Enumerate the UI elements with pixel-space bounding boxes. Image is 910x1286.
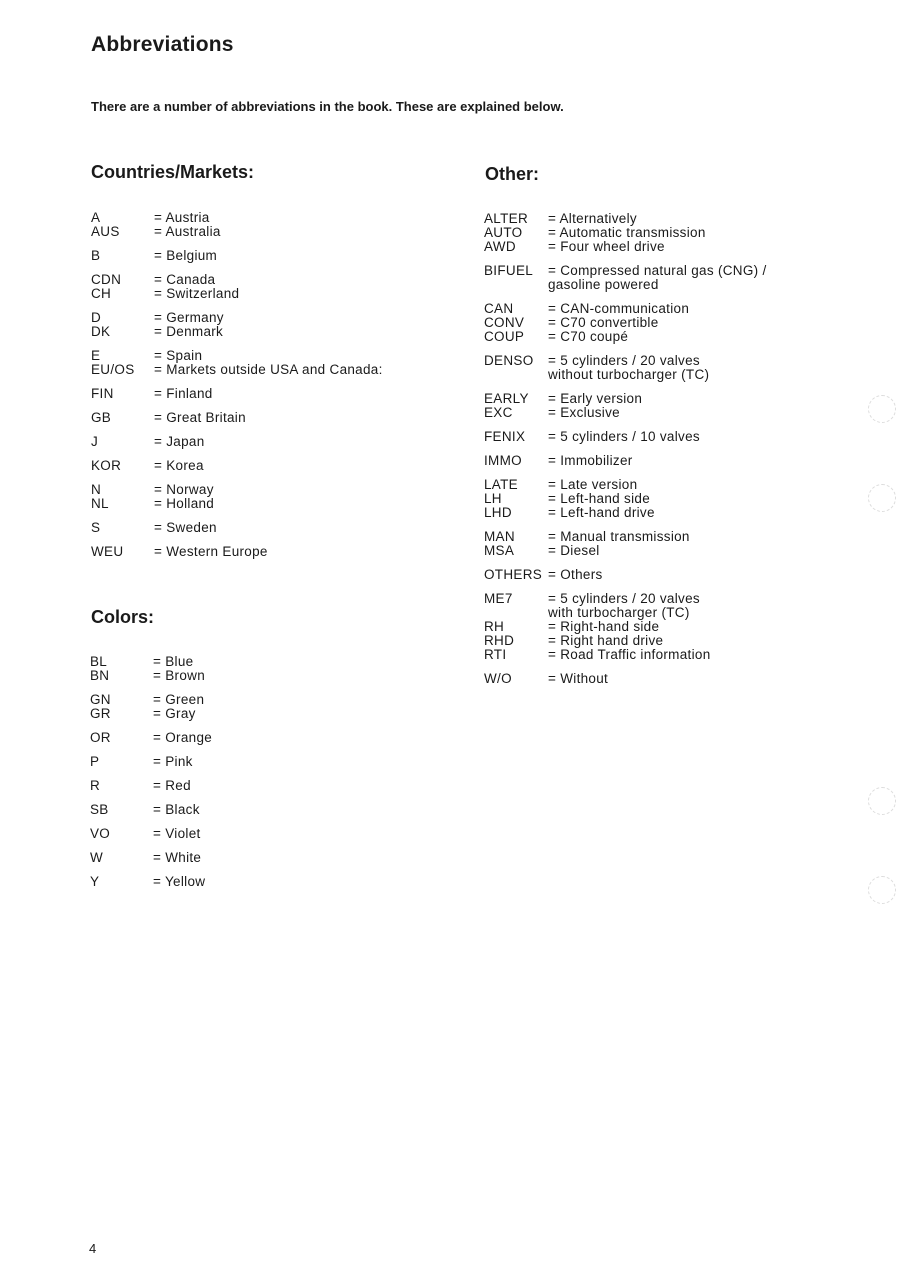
abbreviation-definition: = 5 cylinders / 10 valves [548, 429, 700, 444]
abbreviation-definition: = Violet [153, 826, 201, 841]
abbreviation-code: J [91, 434, 99, 449]
abbreviation-code: NL [91, 496, 109, 511]
abbreviation-definition: = 5 cylinders / 20 valves [548, 353, 700, 368]
country-group [91, 249, 383, 263]
colors-list [90, 655, 212, 899]
other-entry [484, 430, 767, 444]
abbreviation-code: DK [91, 324, 111, 339]
abbreviation-code: AUTO [484, 225, 523, 240]
abbreviation-code: ALTER [484, 211, 529, 226]
abbreviation-definition: = Blue [153, 654, 194, 669]
countries-list [91, 211, 383, 569]
other-group [484, 302, 767, 344]
other-entry [484, 406, 767, 420]
country-entry [91, 483, 383, 497]
abbreviation-code: N [91, 482, 102, 497]
abbreviation-definition: = Brown [153, 668, 205, 683]
other-entry [484, 392, 767, 406]
other-entry [484, 278, 767, 292]
abbreviation-definition: = Norway [154, 482, 214, 497]
abbreviation-definition: = 5 cylinders / 20 valves [548, 591, 700, 606]
abbreviation-code: E [91, 348, 101, 363]
abbreviation-definition: gasoline powered [548, 277, 659, 292]
abbreviation-code: LH [484, 491, 502, 506]
other-entry [484, 634, 767, 648]
other-group [484, 672, 767, 686]
abbreviation-definition: = Left-hand side [548, 491, 650, 506]
abbreviation-definition: = C70 coupé [548, 329, 629, 344]
other-entry [484, 302, 767, 316]
country-group [91, 411, 383, 425]
abbreviation-definition: = White [153, 850, 202, 865]
other-group [484, 430, 767, 444]
abbreviation-definition: = Immobilizer [548, 453, 633, 468]
abbreviation-code: OTHERS [484, 567, 543, 582]
abbreviation-definition: = Black [153, 802, 200, 817]
abbreviation-code: BN [90, 668, 110, 683]
country-entry [91, 435, 383, 449]
colors-heading: Colors: [91, 607, 154, 627]
abbreviation-code: DENSO [484, 353, 534, 368]
abbreviation-definition: = Four wheel drive [548, 239, 665, 254]
other-entry [484, 354, 767, 368]
other-group [484, 264, 767, 292]
abbreviation-code: BIFUEL [484, 263, 534, 278]
abbreviation-definition: = Yellow [153, 874, 206, 889]
color-entry [90, 693, 212, 707]
color-group [90, 827, 212, 841]
abbreviation-definition: = Denmark [154, 324, 224, 339]
other-entry [484, 606, 767, 620]
country-group [91, 349, 383, 377]
abbreviation-definition: = Australia [154, 224, 221, 239]
abbreviation-definition: = Manual transmission [548, 529, 690, 544]
abbreviation-definition: = Great Britain [154, 410, 246, 425]
abbreviation-definition: = Austria [154, 210, 210, 225]
intro-text: There are a number of abbreviations in the book. These are explained below. [91, 99, 564, 114]
abbreviation-definition: = Finland [154, 386, 213, 401]
color-entry [90, 669, 212, 683]
abbreviation-definition: = Spain [154, 348, 203, 363]
abbreviation-code: MSA [484, 543, 515, 558]
abbreviation-code: CONV [484, 315, 525, 330]
other-group [484, 530, 767, 558]
country-group [91, 273, 383, 301]
country-entry [91, 249, 383, 263]
page-number: 4 [89, 1241, 97, 1256]
other-entry [484, 620, 767, 634]
abbreviation-code: MAN [484, 529, 515, 544]
abbreviation-code [484, 606, 548, 620]
country-group [91, 483, 383, 511]
country-group [91, 545, 383, 559]
abbreviation-code: AWD [484, 239, 516, 254]
other-entry [484, 530, 767, 544]
abbreviation-code: CH [91, 286, 112, 301]
abbreviation-definition: = Exclusive [548, 405, 620, 420]
abbreviation-code: P [90, 754, 100, 769]
abbreviation-code: FENIX [484, 429, 526, 444]
country-group [91, 435, 383, 449]
binder-hole [868, 484, 896, 512]
countries-heading: Countries/Markets: [91, 162, 255, 182]
country-entry [91, 363, 383, 377]
color-entry [90, 851, 212, 865]
abbreviation-definition: = Right hand drive [548, 633, 664, 648]
abbreviation-definition: = Left-hand drive [548, 505, 655, 520]
abbreviation-definition: = Others [548, 567, 603, 582]
abbreviation-code: WEU [91, 544, 124, 559]
abbreviation-code: VO [90, 826, 111, 841]
color-group [90, 851, 212, 865]
abbreviation-code [484, 368, 548, 382]
abbreviation-code: KOR [91, 458, 122, 473]
other-group [484, 454, 767, 468]
country-entry [91, 521, 383, 535]
other-entry [484, 492, 767, 506]
abbreviation-definition: = Alternatively [548, 211, 637, 226]
other-entry [484, 568, 767, 582]
abbreviation-code: IMMO [484, 453, 522, 468]
color-entry [90, 827, 212, 841]
other-group [484, 478, 767, 520]
color-group [90, 693, 212, 721]
abbreviation-code: ME7 [484, 591, 513, 606]
other-entry [484, 592, 767, 606]
color-entry [90, 707, 212, 721]
abbreviation-code: LATE [484, 477, 518, 492]
binder-hole [868, 787, 896, 815]
other-group [484, 392, 767, 420]
abbreviation-code: W/O [484, 671, 512, 686]
country-group [91, 459, 383, 473]
abbreviation-definition: = Markets outside USA and Canada: [154, 362, 383, 377]
country-entry [91, 225, 383, 239]
country-entry [91, 211, 383, 225]
other-entry [484, 454, 767, 468]
abbreviation-code: EXC [484, 405, 513, 420]
other-entry [484, 330, 767, 344]
abbreviation-code: SB [90, 802, 109, 817]
color-group [90, 803, 212, 817]
other-entry [484, 316, 767, 330]
abbreviation-definition: = Korea [154, 458, 204, 473]
abbreviation-definition: = Sweden [154, 520, 217, 535]
abbreviation-code: S [91, 520, 101, 535]
color-entry [90, 803, 212, 817]
other-entry [484, 240, 767, 254]
abbreviation-code: BL [90, 654, 108, 669]
abbreviation-definition: = Diesel [548, 543, 600, 558]
other-entry [484, 212, 767, 226]
abbreviation-code: B [91, 248, 101, 263]
abbreviation-definition: without turbocharger (TC) [548, 367, 710, 382]
abbreviation-definition: = Without [548, 671, 609, 686]
other-entry [484, 544, 767, 558]
abbreviation-definition: = Switzerland [154, 286, 240, 301]
abbreviation-definition: = Japan [154, 434, 205, 449]
abbreviation-definition: = Orange [153, 730, 213, 745]
abbreviation-code: CAN [484, 301, 514, 316]
other-entry [484, 226, 767, 240]
color-group [90, 755, 212, 769]
abbreviation-definition: = Automatic transmission [548, 225, 706, 240]
abbreviation-definition: with turbocharger (TC) [548, 605, 690, 620]
country-entry [91, 311, 383, 325]
abbreviation-definition: = Green [153, 692, 205, 707]
abbreviation-definition: = Gray [153, 706, 196, 721]
abbreviation-code [484, 278, 548, 292]
binder-hole [868, 395, 896, 423]
abbreviation-code: CDN [91, 272, 122, 287]
other-entry [484, 648, 767, 662]
abbreviation-definition: = Road Traffic information [548, 647, 711, 662]
page-title: Abbreviations [91, 33, 234, 56]
other-group [484, 212, 767, 254]
color-entry [90, 655, 212, 669]
other-entry [484, 506, 767, 520]
abbreviation-definition: = Pink [153, 754, 193, 769]
country-group [91, 211, 383, 239]
country-entry [91, 459, 383, 473]
color-group [90, 655, 212, 683]
abbreviation-definition: = C70 convertible [548, 315, 659, 330]
abbreviation-definition: = Holland [154, 496, 215, 511]
other-group [484, 592, 767, 662]
abbreviation-definition: = Canada [154, 272, 216, 287]
abbreviation-code: A [91, 210, 101, 225]
other-entry [484, 368, 767, 382]
abbreviation-code: W [90, 850, 104, 865]
other-entry [484, 672, 767, 686]
color-group [90, 875, 212, 889]
abbreviation-code: EU/OS [91, 362, 135, 377]
abbreviation-code: COUP [484, 329, 525, 344]
other-group [484, 568, 767, 582]
abbreviation-code: GB [91, 410, 112, 425]
color-group [90, 779, 212, 793]
country-entry [91, 497, 383, 511]
color-entry [90, 731, 212, 745]
abbreviation-definition: = Western Europe [154, 544, 268, 559]
country-entry [91, 349, 383, 363]
country-group [91, 311, 383, 339]
other-entry [484, 264, 767, 278]
color-entry [90, 875, 212, 889]
abbreviation-code: GN [90, 692, 111, 707]
color-entry [90, 755, 212, 769]
abbreviation-definition: = CAN-communication [548, 301, 690, 316]
abbreviation-code: RH [484, 619, 505, 634]
country-entry [91, 325, 383, 339]
country-group [91, 387, 383, 401]
abbreviation-code: D [91, 310, 102, 325]
abbreviation-code: LHD [484, 505, 512, 520]
country-entry [91, 545, 383, 559]
abbreviation-code: FIN [91, 386, 114, 401]
abbreviation-code: EARLY [484, 391, 529, 406]
country-entry [91, 387, 383, 401]
country-group [91, 521, 383, 535]
abbreviation-definition: = Belgium [154, 248, 218, 263]
abbreviation-definition: = Early version [548, 391, 643, 406]
abbreviation-code: GR [90, 706, 111, 721]
abbreviation-code: R [90, 778, 101, 793]
other-heading: Other: [485, 164, 539, 184]
country-entry [91, 411, 383, 425]
other-list [484, 212, 767, 696]
other-entry [484, 478, 767, 492]
abbreviation-definition: = Compressed natural gas (CNG) / [548, 263, 767, 278]
country-entry [91, 273, 383, 287]
abbreviation-code: RTI [484, 647, 507, 662]
abbreviation-code: AUS [91, 224, 120, 239]
abbreviation-definition: = Right-hand side [548, 619, 660, 634]
country-entry [91, 287, 383, 301]
abbreviation-definition: = Germany [154, 310, 224, 325]
abbreviation-definition: = Late version [548, 477, 638, 492]
abbreviation-definition: = Red [153, 778, 191, 793]
binder-hole [868, 876, 896, 904]
abbreviation-code: RHD [484, 633, 515, 648]
color-entry [90, 779, 212, 793]
color-group [90, 731, 212, 745]
other-group [484, 354, 767, 382]
abbreviation-code: Y [90, 874, 100, 889]
abbreviation-code: OR [90, 730, 111, 745]
